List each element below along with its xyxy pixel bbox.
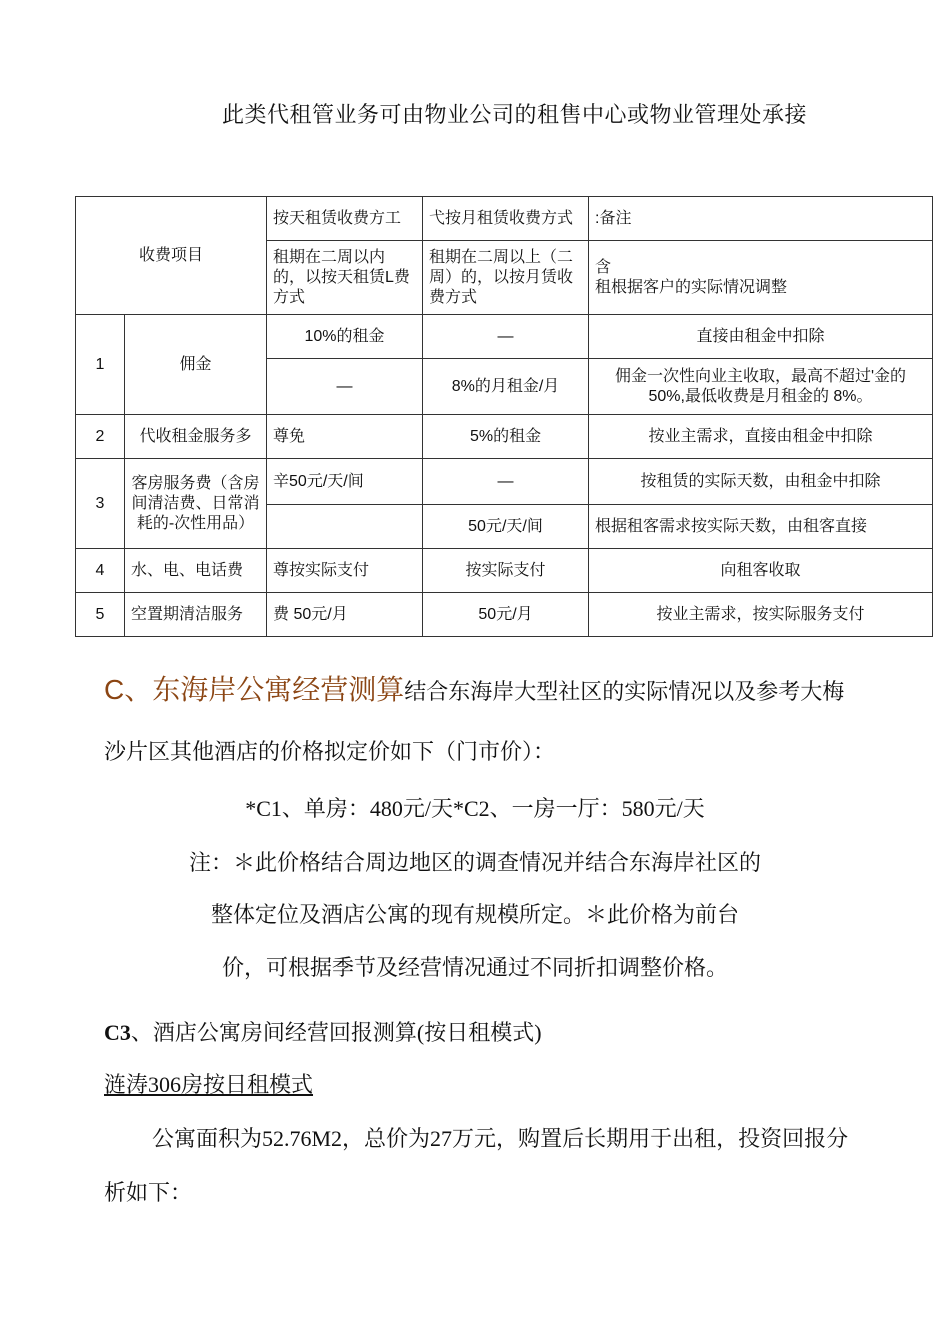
row-number: 3 — [76, 459, 125, 549]
section-c-line2: 沙片区其他酒店的价格拟定价如下（门市价）： — [104, 739, 556, 764]
row-number: 5 — [76, 593, 125, 637]
section-c3-heading — [104, 1016, 542, 1047]
table-row — [76, 593, 933, 637]
cell-note: 向租客收取 — [589, 549, 933, 593]
fee-table — [75, 196, 933, 637]
cell-monthly: 5%的租金 — [423, 415, 589, 459]
cell-monthly: 按实际支付 — [423, 549, 589, 593]
cell-note: 按业主需求，直接由租金中扣除 — [589, 415, 933, 459]
section-c-line1 — [104, 675, 924, 707]
table-row — [76, 315, 933, 359]
header-item: 收费项目 — [76, 197, 267, 315]
c3-title: 、酒店公寓房间经营回报测算(按日租模式) — [130, 1020, 542, 1045]
cell-daily: 尊免 — [267, 415, 423, 459]
header-note: :备注 — [589, 197, 933, 241]
section-c-heading: C、东海岸公寓经营测算 — [104, 674, 405, 705]
cell-daily: 10%的租金 — [267, 315, 423, 359]
cell-daily: 费 50元/月 — [267, 593, 423, 637]
table-row — [76, 459, 933, 505]
row-number: 4 — [76, 549, 125, 593]
cell-monthly: 50元/天/间 — [423, 505, 589, 549]
cell-daily: 辛50元/天/间 — [267, 459, 423, 505]
header-note-desc: 含 租根据客户的实际情况调整 — [589, 241, 933, 315]
cell-monthly: 50元/月 — [423, 593, 589, 637]
cell-note: 根据租客需求按实际天数，由租客直接 — [589, 505, 933, 549]
header-monthly: 弋按月租赁收费方式 — [423, 197, 589, 241]
cell-monthly: — — [423, 315, 589, 359]
header-monthly-desc: 租期在二周以上（二周）的，以按月赁收费方式 — [423, 241, 589, 315]
cell-daily — [267, 505, 423, 549]
table-row — [76, 549, 933, 593]
cell-note: 佣金一次性向业主收取，最高不超过'金的 50%,最低收费是月租金的 8%。 — [589, 359, 933, 415]
row-number: 1 — [76, 315, 125, 415]
subheading: 涟涛306房按日租模式 — [104, 1072, 314, 1097]
price-list: *C1、单房：480元/天*C2、一房一厅：580元/天 — [245, 796, 705, 821]
table-row — [76, 415, 933, 459]
cell-daily: — — [267, 359, 423, 415]
row-name: 水、电、电话费 — [125, 549, 267, 593]
paragraph-line1: 公寓面积为52.76M2，总价为27万元，购置后长期用于出租，投资回报分 — [152, 1126, 849, 1151]
row-name: 佣金 — [125, 315, 267, 415]
cell-note: 直接由租金中扣除 — [589, 315, 933, 359]
cell-monthly: 8%的月租金/月 — [423, 359, 589, 415]
row-name: 客房服务费（含房间清洁费、日常消耗的-次性用品） — [125, 459, 267, 549]
cell-note: 按业主需求，按实际服务支付 — [589, 593, 933, 637]
price-note-line1: 注：＊此价格结合周边地区的调查情况并结合东海岸社区的 — [188, 850, 761, 875]
row-name: 空置期清洁服务 — [125, 593, 267, 637]
cell-daily: 尊按实际支付 — [267, 549, 423, 593]
section-c-text: 结合东海岸大型社区的实际情况以及参考大梅 — [404, 679, 845, 704]
row-number: 2 — [76, 415, 125, 459]
paragraph-line2: 析如下： — [104, 1180, 193, 1205]
intro-text: 此类代租管业务可由物业公司的租售中心或物业管理处承接 — [222, 102, 808, 127]
price-note-line2: 整体定位及酒店公寓的现有规模所定。＊此价格为前台 — [210, 902, 739, 927]
c3-label: C3 — [104, 1020, 131, 1045]
table-header-row — [76, 197, 933, 241]
cell-note: 按租赁的实际天数，由租金中扣除 — [589, 459, 933, 505]
row-name: 代收租金服务多 — [125, 415, 267, 459]
header-daily: 按天租赁收费方工 — [267, 197, 423, 241]
price-note-line3: 价，可根据季节及经营情况通过不同折扣调整价格。 — [221, 955, 728, 980]
header-daily-desc: 租期在二周以内的，以按天租赁L费方式 — [267, 241, 423, 315]
cell-monthly: — — [423, 459, 589, 505]
